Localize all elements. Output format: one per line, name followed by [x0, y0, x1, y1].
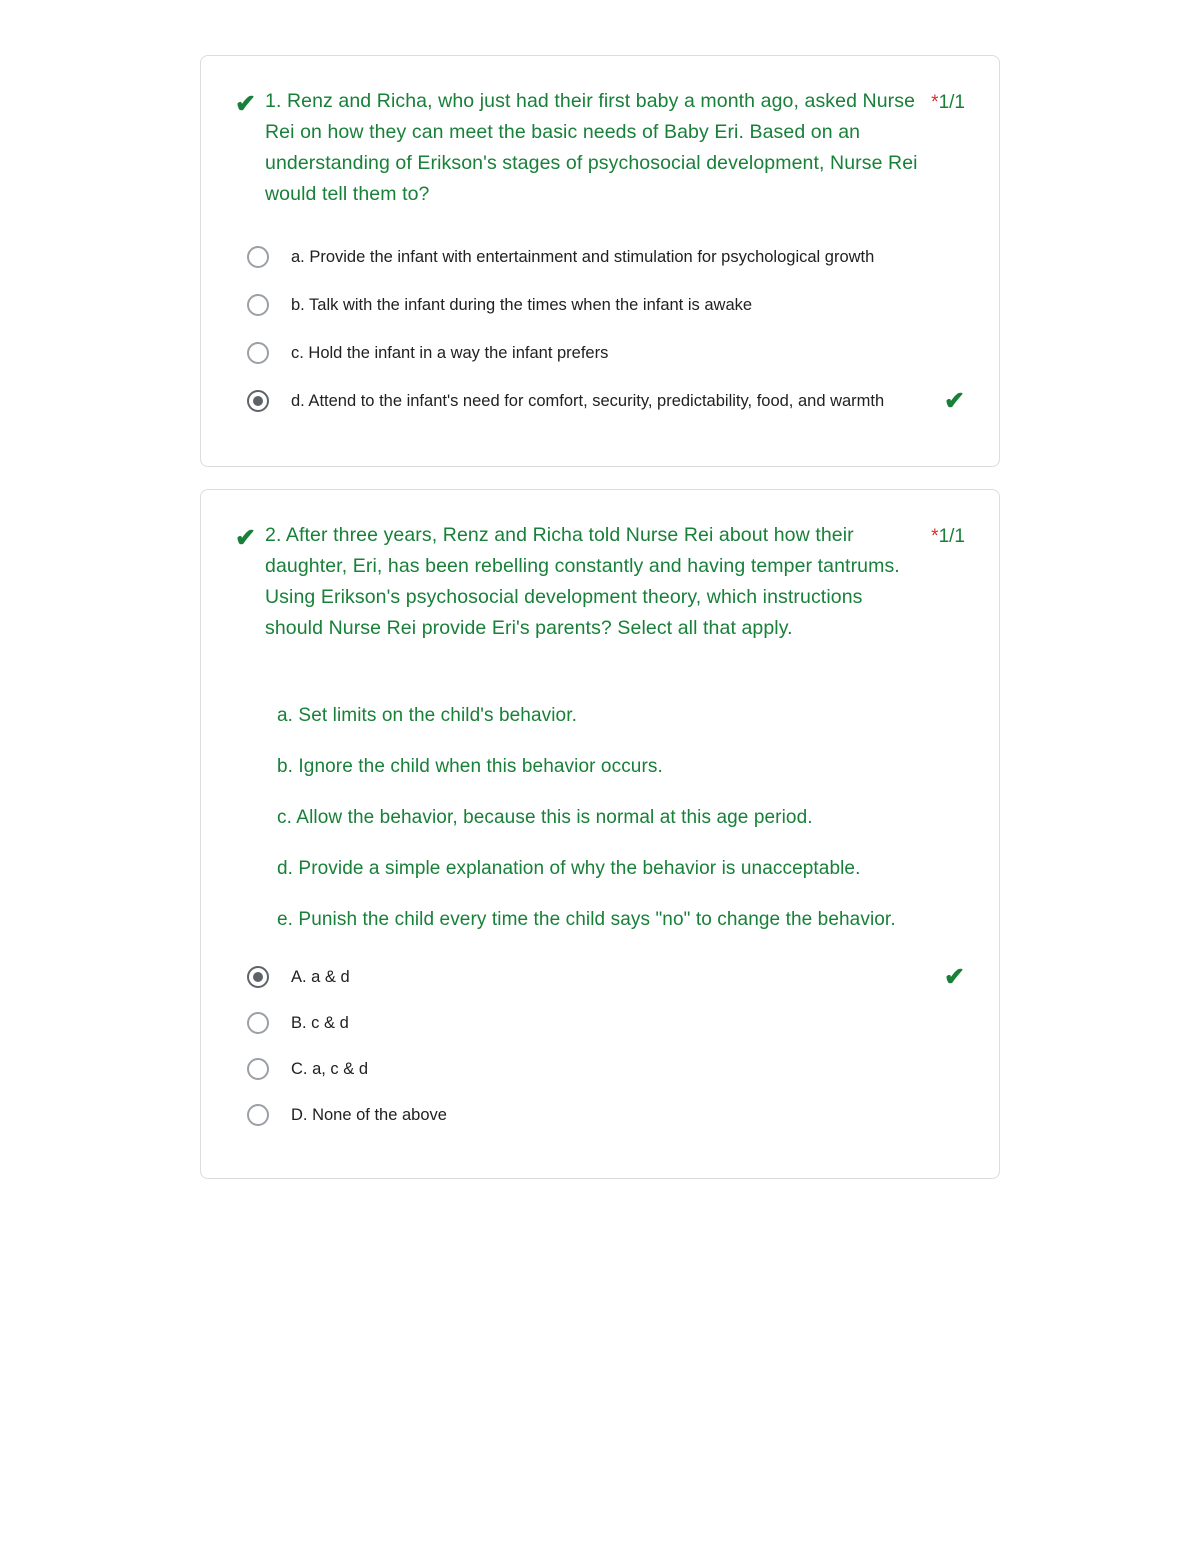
- option-label: B. c & d: [291, 1014, 349, 1032]
- option-label: b. Talk with the infant during the times when the infant is awake: [291, 296, 753, 314]
- option-row[interactable]: [235, 340, 965, 370]
- required-marker: *: [931, 92, 939, 113]
- option-row[interactable]: [235, 1056, 965, 1086]
- options-list-1: [235, 244, 965, 418]
- score-value: 1/1: [938, 526, 965, 547]
- statement-item: c. Allow the behavior, because this is normal at this age period.: [277, 807, 813, 828]
- statement-item: a. Set limits on the child's behavior.: [277, 705, 577, 726]
- radio-button-icon[interactable]: [247, 294, 269, 316]
- option-row[interactable]: [235, 244, 965, 274]
- radio-button-icon[interactable]: [247, 1012, 269, 1034]
- option-label: c. Hold the infant in a way the infant prefers: [291, 344, 609, 362]
- question-text-2: 2. After three years, Renz and Richa told Nurse Rei about how their daughter, Eri, has been rebelling constantly and having temper tantrums. Using Erikson's psychosocial development theory, which instructions should Nurse Rei provide Eri's parents? Select all that apply.: [265, 524, 900, 639]
- option-label: A. a & d: [291, 968, 350, 986]
- score-value: 1/1: [938, 92, 965, 113]
- radio-button-selected-icon[interactable]: [247, 390, 269, 412]
- correct-answer-check-icon: ✔: [235, 90, 256, 118]
- option-label: C. a, c & d: [291, 1060, 369, 1078]
- radio-button-icon[interactable]: [247, 1104, 269, 1126]
- question-header-1: [235, 86, 965, 210]
- question-score-1: [931, 86, 965, 118]
- option-label: a. Provide the infant with entertainment and stimulation for psychological growth: [291, 248, 875, 266]
- options-list-2: [235, 964, 965, 1132]
- radio-button-icon[interactable]: [247, 246, 269, 268]
- question-card-2: [200, 489, 1000, 1179]
- question-score-2: [931, 520, 965, 552]
- option-row-selected[interactable]: [235, 388, 965, 418]
- question-text-1: 1. Renz and Richa, who just had their first baby a month ago, asked Nurse Rei on how they can meet the basic needs of Baby Eri. Based on an understanding of Erikson's stages of psychosocial development, Nurse Rei would tell them to?: [265, 90, 918, 205]
- option-label: d. Attend to the infant's need for comfort, security, predictability, food, and warmth: [291, 392, 885, 410]
- statement-item: d. Provide a simple explanation of why the behavior is unacceptable.: [277, 858, 861, 879]
- option-row[interactable]: [235, 1102, 965, 1132]
- option-row-selected[interactable]: [235, 964, 965, 994]
- option-correct-icon: ✔: [944, 963, 965, 991]
- required-marker: *: [931, 526, 939, 547]
- statement-item: e. Punish the child every time the child says "no" to change the behavior.: [277, 909, 896, 930]
- question-card-1: [200, 55, 1000, 467]
- option-correct-icon: ✔: [944, 387, 965, 415]
- question-header-2: [235, 520, 965, 644]
- correct-answer-check-icon: ✔: [235, 524, 256, 552]
- option-row[interactable]: [235, 1010, 965, 1040]
- radio-button-icon[interactable]: [247, 1058, 269, 1080]
- statement-list: [277, 702, 965, 934]
- option-label: D. None of the above: [291, 1106, 447, 1124]
- radio-button-icon[interactable]: [247, 342, 269, 364]
- option-row[interactable]: [235, 292, 965, 322]
- statement-item: b. Ignore the child when this behavior occurs.: [277, 756, 663, 777]
- radio-button-selected-icon[interactable]: [247, 966, 269, 988]
